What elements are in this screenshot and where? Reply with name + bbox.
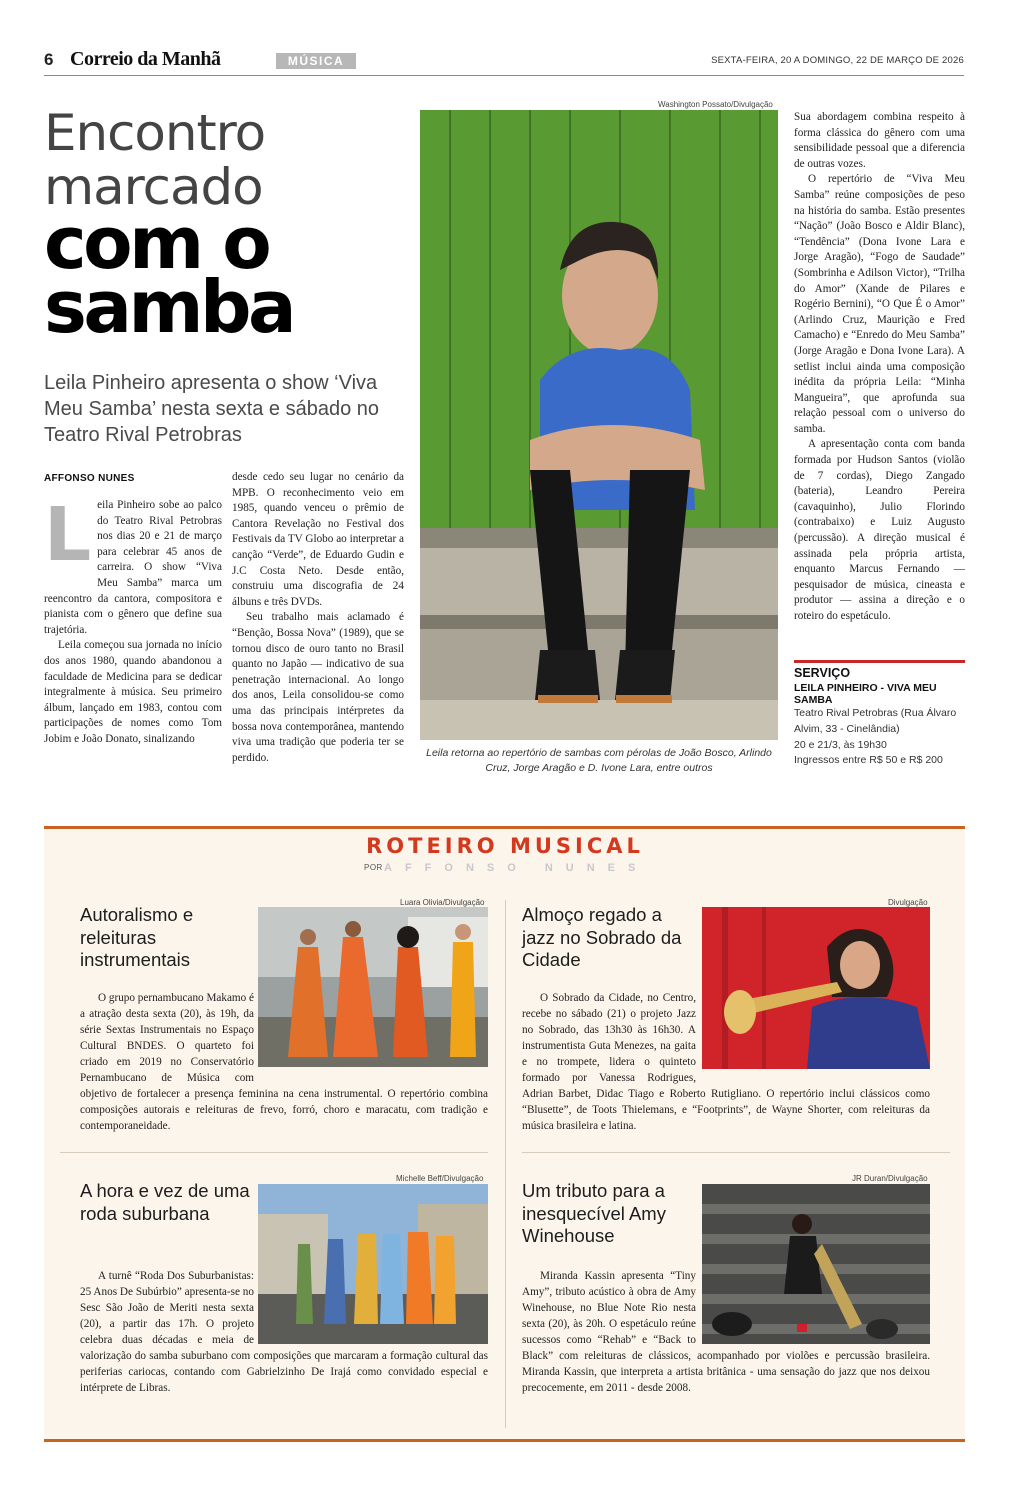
article-column-1	[44, 492, 222, 748]
paragraph-text: eila Pinheiro sobe ao palco do Teatro Rival Petrobras nos dias 20 e 21 de março para celebrar 45 anos de carreira. O show “Viva Meu Samba” marca um reencontro da cantora, compositora e pianista com o gênero que define sua trajetória.	[44, 499, 222, 636]
paragraph-text: Miranda Kassin apresenta “Tiny Amy”, tributo acústico à obra de Amy Winehouse, no Blue Note Rio nesta sexta (20), às 20h. O espetáculo reúne sucessos como “Rehab” e “Back to Black” com releituras de clássicos, acompanhado por violões e percussão brasileira. Miranda Kassin, que interpreta a artista britânica - uma sensação do jazz que nos deixou precocemente, em 2011 - desde 2008.	[522, 1270, 930, 1394]
service-dates: 20 e 21/3, às 19h30	[794, 738, 887, 751]
service-rule	[794, 660, 965, 663]
main-photo	[420, 110, 778, 740]
photo-credit: Washington Possato/Divulgação	[658, 100, 773, 109]
headline-line-2: marcado	[44, 158, 263, 216]
roteiro-item-title: Um tributo para a inesquecível Amy Winehouse	[522, 1180, 666, 1246]
roteiro-item-body	[522, 1268, 930, 1396]
headline-line-1: Encontro	[44, 104, 266, 162]
roteiro-item-body	[80, 990, 488, 1134]
article-paragraph: Leila começou sua jornada no início dos anos 1980, quando abandonou a faculdade de Medicina para se dedicar integralmente à música. Seu primeiro álbum, lançado em 1983, contou com participações de nomes como Tom Jobim e João Donato, sinalizando	[44, 639, 222, 745]
paragraph-text: O Sobrado da Cidade, no Centro, recebe no sábado (21) o projeto Jazz no Sobrado, das 13h30 às 16h30. A instrumentista Guta Menezes, na gaita e no trompete, lidera o quinteto formado por Vanessa Rodrigues, Adrian Barbet, Didac Tiago e Roberto Rutigliano. O repertório inclui clássicos como “Blusette”, de Toots Thielemans, e “Footprints”, de Wayne Shorter, com releituras da música brasileira e latina.	[522, 992, 930, 1132]
service-title: SERVIÇO	[794, 666, 851, 680]
text-wrap-spacer	[254, 990, 488, 1074]
article-byline: AFFONSO NUNES	[44, 473, 135, 484]
article-column-3	[794, 110, 965, 625]
article-paragraph: O repertório de “Viva Meu Samba” reúne composições de peso na história do samba. Estão presentes “Nação” (João Bosco e Aldir Blanc), “Tendência” (Dona Ivone Lara e Jorge Aragão), “Fogo de Saudade” (Sombrinha e Adilson Victor), “Trilha do Amor” (Xande de Pilares e Rogério Bernini), “O Que É o Amor” (Arlindo Cruz, Maurição e Fred Camacho) e “Enredo do Meu Samba” (Jorge Aragão e Dona Ivone Lara). A setlist inclui ainda uma composição inédita da própria Leila: “Minha Mangueira”, que aprofunda sua relação pessoal com o universo do samba.	[794, 173, 965, 435]
service-venue: Teatro Rival Petrobras (Rua Álvaro Alvim, 33 - Cinelândia)	[794, 707, 957, 735]
photo-credit: Michelle Beff/Divulgação	[396, 1174, 484, 1183]
page-header	[44, 50, 964, 76]
dropcap: L	[44, 492, 92, 578]
headline-line-3: com o	[44, 201, 269, 285]
newspaper-logo: Correio da Manhã	[70, 48, 221, 70]
service-tickets: Ingressos entre R$ 50 e R$ 200	[794, 754, 943, 767]
roteiro-item-title: A hora e vez de uma roda suburbana	[80, 1180, 250, 1224]
text-wrap-spacer	[696, 990, 930, 1074]
row-divider	[522, 1152, 950, 1153]
roteiro-title: ROTEIRO MUSICAL	[366, 834, 644, 858]
article-paragraph: Seu trabalho mais aclamado é “Benção, Bossa Nova” (1989), que se tornou disco de ouro tanto no Brasil quanto no Japão — indicativo de sua penetração internacional. Ao longo dos anos, Leila consolidou-se como uma das principais intérpretes da bossa nova contemporânea, mantendo viva uma tradição que poderia ter se perdido.	[232, 611, 404, 764]
text-wrap-spacer	[696, 1268, 930, 1348]
paragraph-text: A turnê “Roda Dos Suburbanistas: 25 Anos De Subúrbio” apresenta-se no Sesc São João de Meriti nesta sexta (20), a partir das 17h. O projeto celebra duas décadas e meia de valorização do samba suburbano com composições que marcaram a formação cultural das periferias cariocas, contando com Gabrielzinho De Irajá como convidado especial e intérprete de Libras.	[80, 1270, 488, 1394]
roteiro-item-body	[522, 990, 930, 1134]
service-box	[794, 666, 965, 769]
roteiro-by: POR	[364, 863, 383, 872]
service-show-name: LEILA PINHEIRO - VIVA MEU SAMBA	[794, 682, 937, 706]
roteiro-item-body	[80, 1268, 488, 1396]
paragraph-text: O grupo pernambucano Makamo é a atração desta sexta (20), às 19h, da série Sextas Instrumentais no Espaço Cultural BNDES. O quarteto foi criado em 2019 no Conservatório Pernambucano de Música com objetivo de fortalecer a presença feminina na cena instrumental. O repertório combina composições autorais e releituras de frevo, forró, choro e maracatu, com tradição e contemporaneidade.	[80, 992, 488, 1132]
row-divider	[60, 1152, 488, 1153]
article-paragraph: desde cedo seu lugar no cenário da MPB. O reconhecimento veio em 1985, quando venceu o prêmio de Cantora Revelação no Festival dos Festivais da TV Globo ao interpretar a canção “Verde”, de Eduardo Gudin e J.C Costa Neto. Desde então, construiu uma discografia de 24 álbuns e três DVDs.	[232, 471, 404, 608]
article-paragraph: Sua abordagem combina respeito à forma clássica do gênero com uma sensibilidade pessoal que a diferencia de outras vozes.	[794, 111, 965, 170]
photo-caption: Leila retorna ao repertório de sambas com pérolas de João Bosco, Arlindo Cruz, Jorge Aragão e D. Ivone Lara, entre outros	[426, 747, 772, 774]
roteiro-item-title: Almoço regado a jazz no Sobrado da Cidade	[522, 904, 682, 970]
roteiro-item-title: Autoralismo e releituras instrumentais	[80, 904, 194, 970]
photo-credit: JR Duran/Divulgação	[852, 1174, 928, 1183]
edition-date: SEXTA-FEIRA, 20 A DOMINGO, 22 DE MARÇO DE 2026	[711, 55, 964, 66]
singer-photo-illustration	[420, 110, 778, 740]
article-column-2	[232, 470, 404, 766]
article-paragraph	[44, 492, 222, 638]
roteiro-author: AFFONSO NUNES	[384, 862, 649, 874]
photo-credit: Divulgação	[888, 898, 928, 907]
article-paragraph: A apresentação conta com banda formada por Hudson Santos (violão de 7 cordas), Diego Zangado (bateria), Leandro Pereira (cavaquinho), Julio Florindo (contrabaixo) e Luiz Augusto (percussão). A direção musical é assinada pela própria artista, enquanto Marcus Fernando — pesquisador de música, cineasta e produtor — assina a direção e o roteiro do espetáculo.	[794, 438, 965, 622]
text-wrap-spacer	[254, 1268, 488, 1348]
page-number: 6	[44, 50, 54, 69]
headline-line-4: samba	[44, 265, 294, 349]
article-subtitle: Leila Pinheiro apresenta o show ‘Viva Meu Samba’ nesta sexta e sábado no Teatro Rival Petrobras	[44, 372, 380, 446]
photo-credit: Luara Olivia/Divulgação	[400, 898, 485, 907]
section-label: MÚSICA	[276, 53, 356, 69]
column-divider	[505, 900, 506, 1428]
